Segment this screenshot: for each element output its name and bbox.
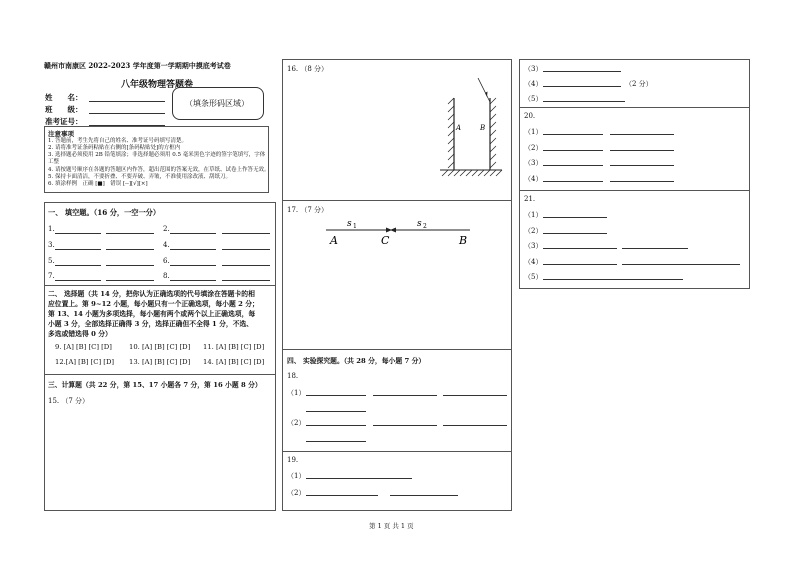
blank-number: 1. [48,225,55,233]
answer-line[interactable] [543,248,617,249]
q21-part-2: （2） [524,227,543,235]
section-divider [282,451,512,452]
section-divider [282,349,512,350]
section2-line: 应位置上。第 9~12 小题，每小题只有一个正确选项，每小题 2 分； [48,300,259,308]
blank-field[interactable] [222,249,270,250]
blank-field[interactable] [170,265,216,266]
notice-line: 5. 保持卡面清洁，不要折叠、不要弄破、弄皱，不准使用涂改液、刮纸刀。 [48,174,231,180]
q20-part-2: （2） [524,144,543,152]
blank-field[interactable] [170,280,216,281]
answer-line[interactable] [543,233,607,234]
q20-label: 20. [524,112,536,120]
point-b-label: B [459,234,468,247]
blank-number: 2. [163,225,170,233]
answer-line[interactable] [622,264,740,265]
blank-field[interactable] [55,249,101,250]
choice-option[interactable]: 9. [A] [B] [C] [D] [55,343,112,351]
barcode-label: （填条形码区域） [185,99,249,108]
answer-line[interactable] [373,425,437,426]
notice-box [44,126,269,193]
answer-line[interactable] [543,86,621,87]
blank-field[interactable] [55,280,101,281]
exam-id-label: 准考证号： [45,117,83,126]
blank-field[interactable] [222,280,270,281]
blank-field[interactable] [106,233,154,234]
answer-line[interactable] [543,165,603,166]
q16-label: 16. （8 分） [287,65,329,73]
q21-part-4: （4） [524,258,543,266]
blank-field[interactable] [222,265,270,266]
answer-line[interactable] [543,71,621,72]
answer-line[interactable] [306,441,366,442]
motion-diagram [320,215,480,247]
blank-number: 5. [48,257,55,265]
answer-line[interactable] [610,150,674,151]
q19-part-1: （1） [287,472,306,480]
answer-line[interactable] [306,478,412,479]
q-part-3: （3） [524,65,543,73]
blank-number: 3. [48,241,55,249]
answer-line[interactable] [543,264,617,265]
notice-line: 6. 填涂样例 正确 [■] 错误 [--][√][×] [48,181,148,187]
q20-part-1: （1） [524,128,543,136]
answer-line[interactable] [543,150,603,151]
answer-line[interactable] [543,181,603,182]
answer-line[interactable] [543,217,607,218]
point-a-label: A [330,234,338,247]
exam-subtitle: 八年级物理答题卷 [121,80,194,90]
q21-part-5: （5） [524,273,543,281]
blank-field[interactable] [55,265,101,266]
answer-line[interactable] [622,248,688,249]
notice-line: 1. 答题前，考生先将自己的姓名、准考证号码填写清楚。 [48,138,187,144]
blank-field[interactable] [222,233,270,234]
answer-line[interactable] [443,395,507,396]
name-field[interactable] [89,101,165,102]
answer-line[interactable] [373,395,437,396]
name-label: 姓 名： [45,93,83,102]
points-note: （2 分） [625,80,653,88]
q19-part-2: （2） [287,489,306,497]
notice-line: 4. 请按题号顺序在各题的答题区内作答，超出范围的答案无效，在草纸、试卷上作答无效。 [48,167,270,173]
section1-title: 一、 填空题。（16 分，一空一分） [48,208,161,217]
q19-label: 19. [287,456,299,464]
blank-field[interactable] [106,280,154,281]
q20-part-4: （4） [524,175,543,183]
class-label: 班 级： [45,105,83,114]
mirror-diagram [438,78,506,178]
answer-line[interactable] [610,165,674,166]
blank-field[interactable] [106,249,154,250]
section-divider [519,190,750,191]
notice-title: 注意事项 [48,130,74,138]
class-field[interactable] [89,113,165,114]
s2-label: s [417,219,422,229]
q18-part-1: （1） [287,389,306,397]
answer-line[interactable] [443,425,507,426]
section-divider [44,285,276,286]
q-part-5: （5） [524,95,543,103]
notice-line: 3. 选择题必须使用 2B 铅笔填涂；非选择题必须用 0.5 毫米黑色字迹的签字笔填写，字体工整 [48,152,266,166]
q-part-4: （4） [524,80,543,88]
section2-line: 多选或错选得 0 分） [48,330,112,338]
q21-part-1: （1） [524,211,543,219]
answer-line[interactable] [306,411,366,412]
choice-option[interactable]: 11. [A] [B] [C] [D] [203,343,265,351]
blank-field[interactable] [106,265,154,266]
section-divider [519,107,750,108]
point-c-label: C [381,234,390,247]
answer-line[interactable] [610,134,674,135]
section2-line: 小题 3 分，全部选择正确得 3 分，选择正确但不全得 1 分，不选、 [48,320,254,328]
page-footer: 第 1 页 共 1 页 [369,522,414,530]
blank-number: 4. [163,241,170,249]
answer-line[interactable] [390,495,458,496]
choice-option[interactable]: 13. [A] [B] [C] [D] [129,358,191,366]
section2-line: 二、 选择题（共 14 分，把你认为正确选项的代号填涂在答题卡的相 [48,290,255,298]
mirror-a-label: A [456,124,462,132]
s1-subscript: 1 [353,223,357,230]
right-answer-box [519,59,750,289]
section-divider [44,374,276,375]
choice-option[interactable]: 12.[A] [B] [C] [D] [55,358,115,366]
answer-line[interactable] [306,495,378,496]
q21-part-3: （3） [524,242,543,250]
blank-field[interactable] [170,233,216,234]
q21-label: 21. [524,195,536,203]
q18-label: 18. [287,372,299,380]
q17-label: 17. （7 分） [287,206,329,214]
answer-line[interactable] [543,101,625,102]
answer-line[interactable] [306,425,366,426]
section3-title: 三、计算题（共 22 分，第 15、17 小题各 7 分，第 16 小题 8 分） [48,381,262,389]
mirror-b-label: B [480,124,486,132]
choice-option[interactable]: 14. [A] [B] [C] [D] [203,358,265,366]
section4-title: 四、 实验探究题。（共 28 分，每小题 7 分） [287,357,426,365]
answer-line[interactable] [306,395,366,396]
answer-line[interactable] [543,134,603,135]
q15-label: 15. （7 分） [48,397,90,405]
choice-option[interactable]: 10. [A] [B] [C] [D] [129,343,191,351]
blank-number: 8. [163,272,170,280]
notice-line: 2. 请将准考证条码粘贴在右侧的[条码粘贴处]的方框内 [48,145,181,151]
exam-title: 赣州市南康区 2022-2023 学年度第一学期期中摸底考试卷 [44,61,231,70]
blank-field[interactable] [55,233,101,234]
section2-line: 第 13、14 小题为多项选择，每小题有两个或两个以上正确选项，每 [48,310,256,318]
s1-label: s [347,219,352,229]
q18-part-2: （2） [287,419,306,427]
answer-line[interactable] [610,181,674,182]
barcode-area [172,87,264,120]
blank-field[interactable] [170,249,216,250]
answer-line[interactable] [543,279,683,280]
blank-number: 7. [48,272,55,280]
q20-part-3: （3） [524,159,543,167]
section-divider [282,200,512,201]
blank-number: 6. [163,257,170,265]
s2-subscript: 2 [423,223,427,230]
